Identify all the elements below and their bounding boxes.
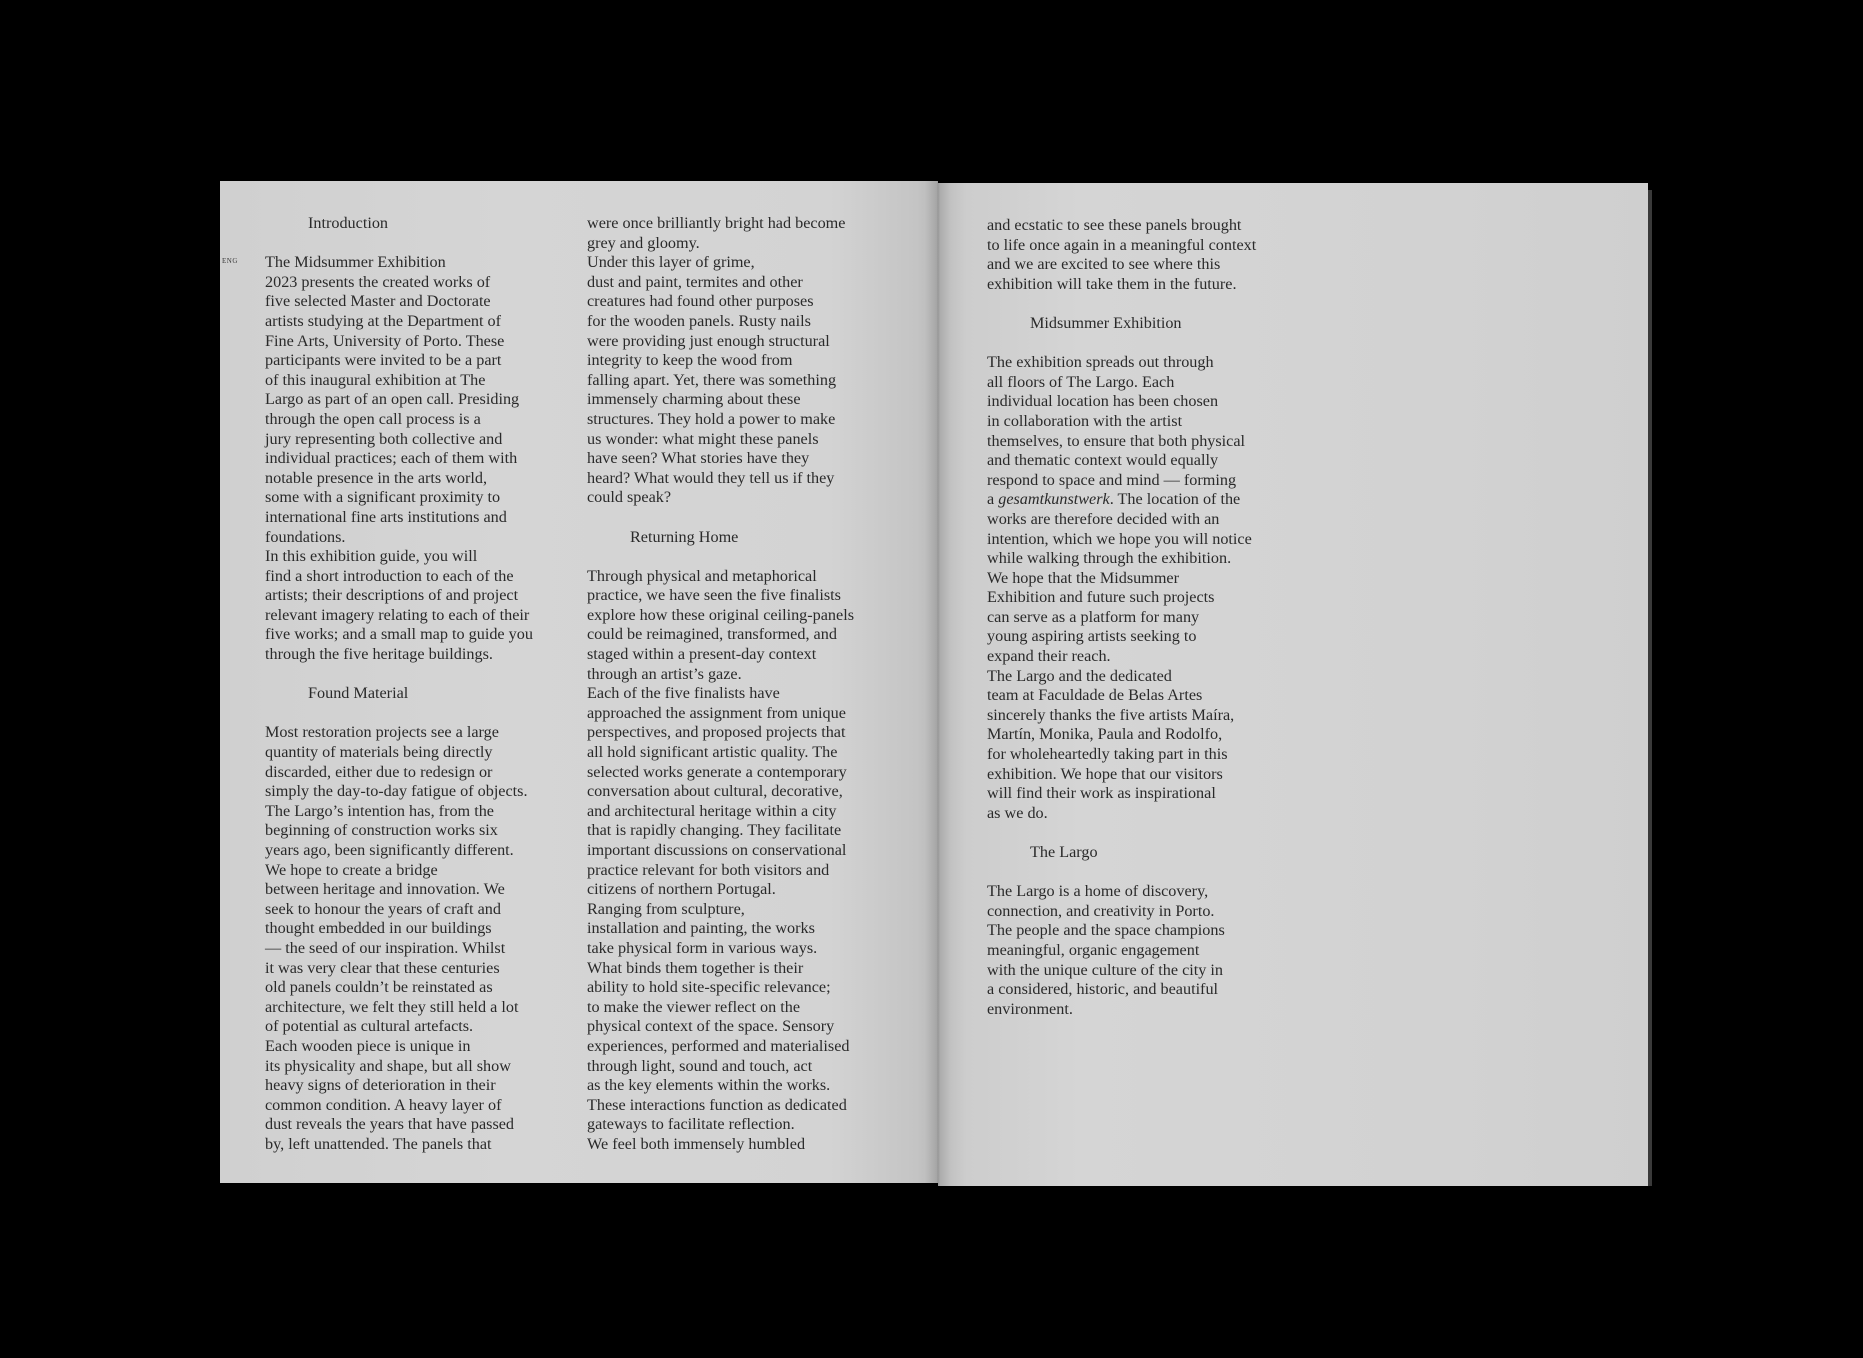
text-line: What binds them together is their — [587, 958, 804, 977]
text-line: gateways to facilitate reflection. — [587, 1115, 795, 1134]
heading-introduction: Introduction — [308, 214, 389, 232]
text-line: five selected Master and Doctorate — [265, 292, 491, 311]
text-line: selected works generate a contemporary — [587, 762, 847, 781]
text-line: The Midsummer Exhibition — [265, 253, 446, 272]
text-line: team at Faculdade de Belas Artes — [987, 686, 1203, 705]
text-line: relevant imagery relating to each of their — [265, 605, 530, 624]
text-line: Exhibition and future such projects — [987, 588, 1215, 607]
text-line: The Largo and the dedicated — [987, 666, 1172, 685]
text-line: important discussions on conservational — [587, 841, 847, 859]
text-line: perspectives, and proposed projects that — [587, 723, 846, 742]
heading-found-material: Found Material — [308, 684, 409, 703]
text-line: The people and the space champions — [987, 921, 1225, 940]
text-line: will find their work as inspirational — [987, 784, 1216, 803]
text-line: intention, which we hope you will notice — [987, 529, 1252, 548]
text-line: experiences, performed and materialised — [587, 1036, 850, 1055]
grime-paragraph — [587, 253, 854, 508]
text-line: Through physical and metaphorical — [587, 566, 817, 585]
midsummer-paragraph-3 — [987, 667, 1256, 824]
text-line: could be reimagined, transformed, and — [587, 625, 837, 644]
text-line: can serve as a platform for many — [987, 607, 1200, 626]
text-line: simply the day-to-day fatigue of objects. — [265, 782, 528, 801]
text-line: jury representing both collective and — [265, 429, 503, 448]
text-line: dust reveals the years that have passed — [265, 1115, 515, 1134]
text-line: Under this layer of grime, — [587, 253, 755, 272]
returning-paragraph-2 — [587, 684, 854, 900]
text-line: Most restoration projects see a large — [265, 723, 499, 742]
column-1 — [222, 214, 533, 1155]
text-line: it was very clear that these centuries — [265, 958, 500, 977]
text-line: all hold significant artistic quality. The — [587, 743, 838, 762]
text-line: and ecstatic to see these panels brought — [987, 216, 1242, 234]
text-line: Largo as part of an open call. Presiding — [265, 390, 520, 409]
text-line: beginning of construction works six — [265, 821, 498, 840]
text-line: and we are excited to see where this — [987, 255, 1221, 274]
text-line: respond to space and mind — forming — [987, 470, 1237, 489]
text-line: by, left unattended. The panels that — [265, 1134, 492, 1153]
text-line: In this exhibition guide, you will — [265, 547, 478, 566]
text-line: take physical form in various ways. — [587, 938, 818, 957]
found-paragraph-2 — [265, 861, 533, 1037]
text-line: through the five heritage buildings. — [265, 645, 493, 664]
continued-paragraph — [587, 214, 854, 253]
text-line: Ranging from sculpture, — [587, 899, 745, 918]
text-line: We feel both immensely humbled — [587, 1134, 806, 1153]
text-line: and thematic context would equally — [987, 451, 1219, 470]
italic-term: gesamtkunstwerk — [998, 490, 1110, 509]
text-line: to life once again in a meaningful context — [987, 235, 1257, 254]
text-line-with-italic — [987, 490, 1256, 510]
text-line: foundations. — [265, 527, 346, 546]
text-line: heavy signs of deterioration in their — [265, 1076, 496, 1095]
text-line: us wonder: what might these panels — [587, 429, 819, 448]
page-edge — [1648, 190, 1652, 1186]
text-line: practice, we have seen the five finalists — [587, 586, 841, 605]
column-3 — [987, 216, 1256, 1019]
text-line: expand their reach. — [987, 647, 1111, 666]
text-line: connection, and creativity in Porto. — [987, 901, 1215, 920]
text-line: international fine arts institutions and — [265, 507, 507, 526]
text-line: citizens of northern Portugal. — [587, 880, 776, 899]
returning-paragraph-1 — [587, 567, 854, 685]
text-line: exhibition will take them in the future. — [987, 274, 1237, 293]
text-line: common condition. A heavy layer of — [265, 1095, 502, 1114]
text-line: old panels couldn’t be reinstated as — [265, 978, 493, 997]
text-line: We hope to create a bridge — [265, 860, 438, 879]
text-line: conversation about cultural, decorative, — [587, 782, 843, 801]
text-line: and architectural heritage within a city — [587, 801, 837, 820]
found-paragraph-3 — [265, 1037, 533, 1155]
text-line: themselves, to ensure that both physical — [987, 431, 1246, 450]
text-line: have seen? What stories have they — [587, 449, 810, 468]
text-line: young aspiring artists seeking to — [987, 627, 1197, 646]
text-line: artists; their descriptions of and project — [265, 586, 519, 605]
text-line: while walking through the exhibition. — [987, 549, 1232, 568]
text-line: between heritage and innovation. We — [265, 880, 505, 899]
text-line: staged within a present-day context — [587, 645, 817, 664]
text-line: individual practices; each of them with — [265, 449, 518, 468]
text-line: of potential as cultural artefacts. — [265, 1017, 474, 1036]
returning-paragraph-3 — [587, 900, 854, 1135]
text-line: discarded, either due to redesign or — [265, 762, 493, 781]
heading-the-largo: The Largo — [1030, 843, 1098, 861]
text-line: heard? What would they tell us if they — [587, 468, 835, 487]
text-line: environment. — [987, 999, 1073, 1018]
text-line: five works; and a small map to guide you — [265, 625, 533, 644]
text-line: structures. They hold a power to make — [587, 409, 836, 428]
text-line: practice relevant for both visitors and — [587, 860, 830, 879]
text-line: meaningful, organic engagement — [987, 940, 1200, 959]
continued-paragraph-right — [987, 216, 1256, 294]
text-line: dust and paint, termites and other — [587, 272, 803, 291]
text-line: find a short introduction to each of the — [265, 566, 514, 585]
text-line: individual location has been chosen — [987, 392, 1219, 411]
text-line: installation and painting, the works — [587, 919, 815, 938]
text-line: We hope that the Midsummer — [987, 568, 1180, 587]
text-line: explore how these original ceiling-panels — [587, 605, 855, 624]
text-fragment: a — [987, 490, 999, 509]
text-line: sincerely thanks the five artists Maíra, — [987, 705, 1235, 724]
text-line: Each wooden piece is unique in — [265, 1036, 471, 1055]
text-line: integrity to keep the wood from — [587, 351, 793, 370]
text-line: falling apart. Yet, there was something — [587, 370, 837, 389]
text-line: quantity of materials being directly — [265, 743, 493, 762]
gutter-shadow — [925, 181, 951, 1186]
text-line: a considered, historic, and beautiful — [987, 980, 1219, 999]
text-line: Each of the five finalists have — [587, 684, 780, 703]
text-line: for wholeheartedly taking part in this — [987, 745, 1228, 764]
text-line: some with a significant proximity to — [265, 488, 501, 507]
text-line: could speak? — [587, 488, 672, 507]
text-line: as we do. — [987, 803, 1048, 822]
text-line: its physicality and shape, but all show — [265, 1056, 511, 1075]
text-line: for the wooden panels. Rusty nails — [587, 311, 811, 330]
returning-paragraph-4 — [587, 1135, 854, 1155]
text-line: The exhibition spreads out through — [987, 353, 1214, 372]
text-fragment: . The location of the — [1109, 490, 1241, 509]
text-line: were once brilliantly bright had become — [587, 214, 846, 232]
text-line: through an artist’s gaze. — [587, 664, 742, 683]
text-line: architecture, we felt they still held a lot — [265, 997, 519, 1016]
text-line: creatures had found other purposes — [587, 292, 814, 311]
text-line: immensely charming about these — [587, 390, 801, 409]
midsummer-paragraph-2 — [987, 569, 1256, 667]
text-line: were providing just enough structural — [587, 331, 830, 350]
text-line: of this inaugural exhibition at The — [265, 370, 486, 389]
heading-midsummer-exhibition: Midsummer Exhibition — [1030, 313, 1182, 332]
text-line: Fine Arts, University of Porto. These — [265, 331, 505, 350]
text-line: exhibition. We hope that our visitors — [987, 764, 1223, 783]
text-line: physical context of the space. Sensory — [587, 1017, 835, 1036]
text-line: that is rapidly changing. They facilitate — [587, 821, 842, 840]
text-line: approached the assignment from unique — [587, 703, 846, 722]
midsummer-paragraph-1 — [987, 353, 1256, 569]
text-line: thought embedded in our buildings — [265, 919, 492, 938]
text-line: artists studying at the Department of — [265, 311, 502, 330]
text-line: notable presence in the arts world, — [265, 468, 488, 487]
text-line: — the seed of our inspiration. Whilst — [265, 938, 506, 957]
language-marker: ENG — [222, 257, 238, 266]
largo-paragraph — [987, 882, 1256, 1019]
found-paragraph-1 — [265, 723, 533, 860]
text-line: Martín, Monika, Paula and Rodolfo, — [987, 725, 1223, 744]
text-line: grey and gloomy. — [587, 233, 700, 252]
text-line: through the open call process is a — [265, 409, 481, 428]
text-line: years ago, been significantly different. — [265, 841, 514, 859]
heading-returning-home: Returning Home — [630, 527, 739, 546]
text-line: all floors of The Largo. Each — [987, 372, 1175, 391]
text-line: The Largo’s intention has, from the — [265, 801, 494, 820]
intro-paragraph-2 — [265, 547, 533, 665]
text-line: in collaboration with the artist — [987, 411, 1183, 430]
text-line: as the key elements within the works. — [587, 1076, 831, 1095]
text-line: works are therefore decided with an — [987, 509, 1220, 528]
column-2 — [587, 214, 854, 1155]
text-line: These interactions function as dedicated — [587, 1095, 847, 1114]
text-line: 2023 presents the created works of — [265, 272, 491, 291]
intro-paragraph-1 — [222, 253, 533, 547]
text-line: The Largo is a home of discovery, — [987, 882, 1209, 901]
text-line: seek to honour the years of craft and — [265, 899, 501, 918]
text-line: through light, sound and touch, act — [587, 1056, 813, 1075]
text-line: participants were invited to be a part — [265, 351, 502, 370]
text-line: with the unique culture of the city in — [987, 960, 1224, 979]
text-line: to make the viewer reflect on the — [587, 997, 801, 1016]
text-line: ability to hold site-specific relevance; — [587, 978, 831, 997]
